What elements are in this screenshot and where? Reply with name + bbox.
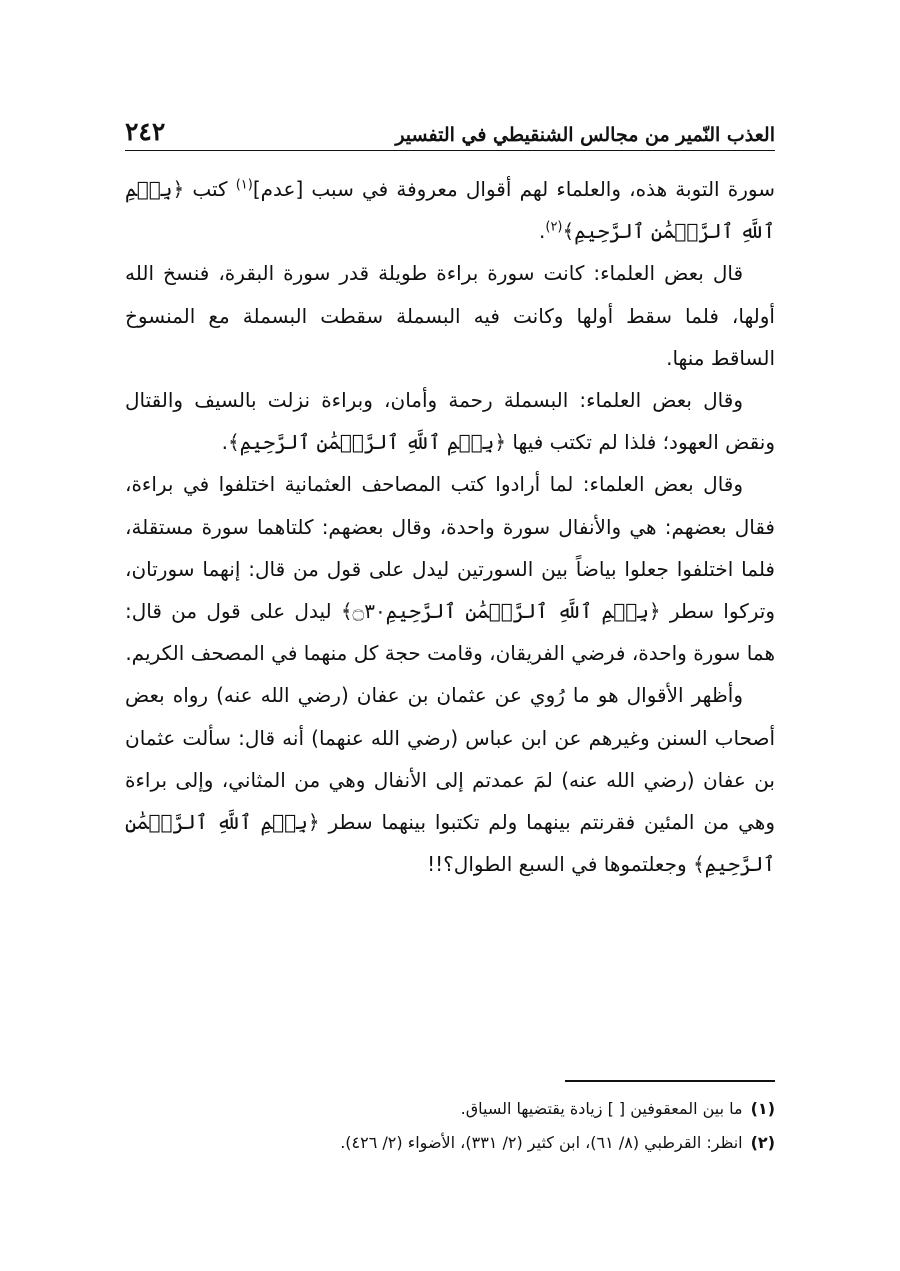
footnotes bbox=[125, 1092, 775, 1160]
verse-number: ٣٠ bbox=[364, 599, 386, 624]
p5-text-b: وجعلتموها في السبع الطوال؟!! bbox=[427, 852, 693, 877]
basmala-quote: ﴿بِسۡمِ ٱللَّهِ ٱلرَّحۡمَٰنِ ٱلرَّحِيمِ bbox=[385, 599, 661, 624]
running-header bbox=[125, 110, 775, 151]
paragraph-5 bbox=[125, 674, 775, 885]
footnote-2 bbox=[125, 1126, 775, 1160]
paragraph-2: قال بعض العلماء: كانت سورة براءة طويلة قدر سورة البقرة، فنسخ الله أولها، فلما سقط أولها وكانت فيه البسملة سقطت البسملة مع المنسوخ الساقط منها. bbox=[125, 261, 775, 370]
verse-number-marker: ۝٣٠ bbox=[352, 599, 386, 624]
main-text bbox=[125, 168, 775, 885]
footnote-divider bbox=[565, 1080, 775, 1082]
p5-text-a: وأظهر الأقوال هو ما رُوي عن عثمان بن عفان (رضي الله عنه) رواه بعض أصحاب السنن وغيرهم عن ابن عباس (رضي الله عنهما) أنه قال: سألت عثمان بن عفان (رضي الله عنه) لمَ عمدتم إلى الأنفال وهي من المثاني، وإلى براءة وهي من المئين فقرنتم بينهما ولم تكتبوا بينهما سطر bbox=[125, 683, 775, 835]
footnote-number: (١) bbox=[750, 1099, 775, 1118]
p1-text-c: . bbox=[539, 219, 546, 244]
footnote-text: ما بين المعقوفين [ ] زيادة يقتضيها السياق. bbox=[460, 1099, 743, 1118]
p3-text-a: وقال بعض العلماء: البسملة رحمة وأمان، وبراءة نزلت بالسيف والقتال ونقض العهود؛ فلذا لم تكتب فيها bbox=[125, 388, 775, 455]
p1-text-b: كتب bbox=[184, 177, 236, 201]
p1-text-a: سورة التوبة هذه، والعلماء لهم أقوال معروفة في سبب [عدم] bbox=[252, 177, 775, 201]
footnote-text: انظر: القرطبي (٨/ ٦١)، ابن كثير (٢/ ٣٣١)، الأضواء (٢/ ٤٢٦). bbox=[340, 1133, 743, 1152]
basmala-quote: ﴿بِسۡمِ ٱللَّهِ ٱلرَّحۡمَٰنِ ٱلرَّحِيمِ﴾ bbox=[125, 810, 775, 877]
footnote-ref-1: (١) bbox=[235, 177, 253, 193]
paragraph-3 bbox=[125, 379, 775, 463]
paragraph-4 bbox=[125, 463, 775, 674]
basmala-quote: ﴿بِسۡمِ ٱللَّهِ ٱلرَّحۡمَٰنِ ٱلرَّحِيمِ﴾ bbox=[125, 177, 775, 244]
p3-text-b: . bbox=[221, 430, 229, 455]
footnote-number: (٢) bbox=[750, 1133, 775, 1152]
p4-text-a: وقال بعض العلماء: لما أرادوا كتب المصاحف العثمانية اختلفوا في براءة، فقال بعضهم: هي والأنفال سورة واحدة، وقال بعضهم: كلتاهما سورة مستقلة، فلما اختلفوا جعلوا بياضاً بين السورتين ليدل على قول من قال: إنهما سورتان، وتركوا سطر bbox=[125, 472, 775, 624]
paragraph-1 bbox=[125, 168, 775, 252]
quran-close-bracket: ﴾ bbox=[340, 599, 353, 624]
basmala-quote: ﴿بِسۡمِ ٱللَّهِ ٱلرَّحۡمَٰنِ ٱلرَّحِيمِ﴾ bbox=[228, 430, 507, 455]
p4-text-b: ليدل على قول من قال: هما سورة واحدة، فرضي الفريقان، وقامت حجة كل منهما في المصحف الكريم. bbox=[125, 599, 775, 666]
book-title: العذب النّمير من مجالس الشنقيطي في التفسير bbox=[395, 124, 775, 146]
footnote-ref-2: (٢) bbox=[545, 219, 563, 235]
page-number: ٢٤٢ bbox=[125, 117, 166, 146]
footnote-1 bbox=[125, 1092, 775, 1126]
